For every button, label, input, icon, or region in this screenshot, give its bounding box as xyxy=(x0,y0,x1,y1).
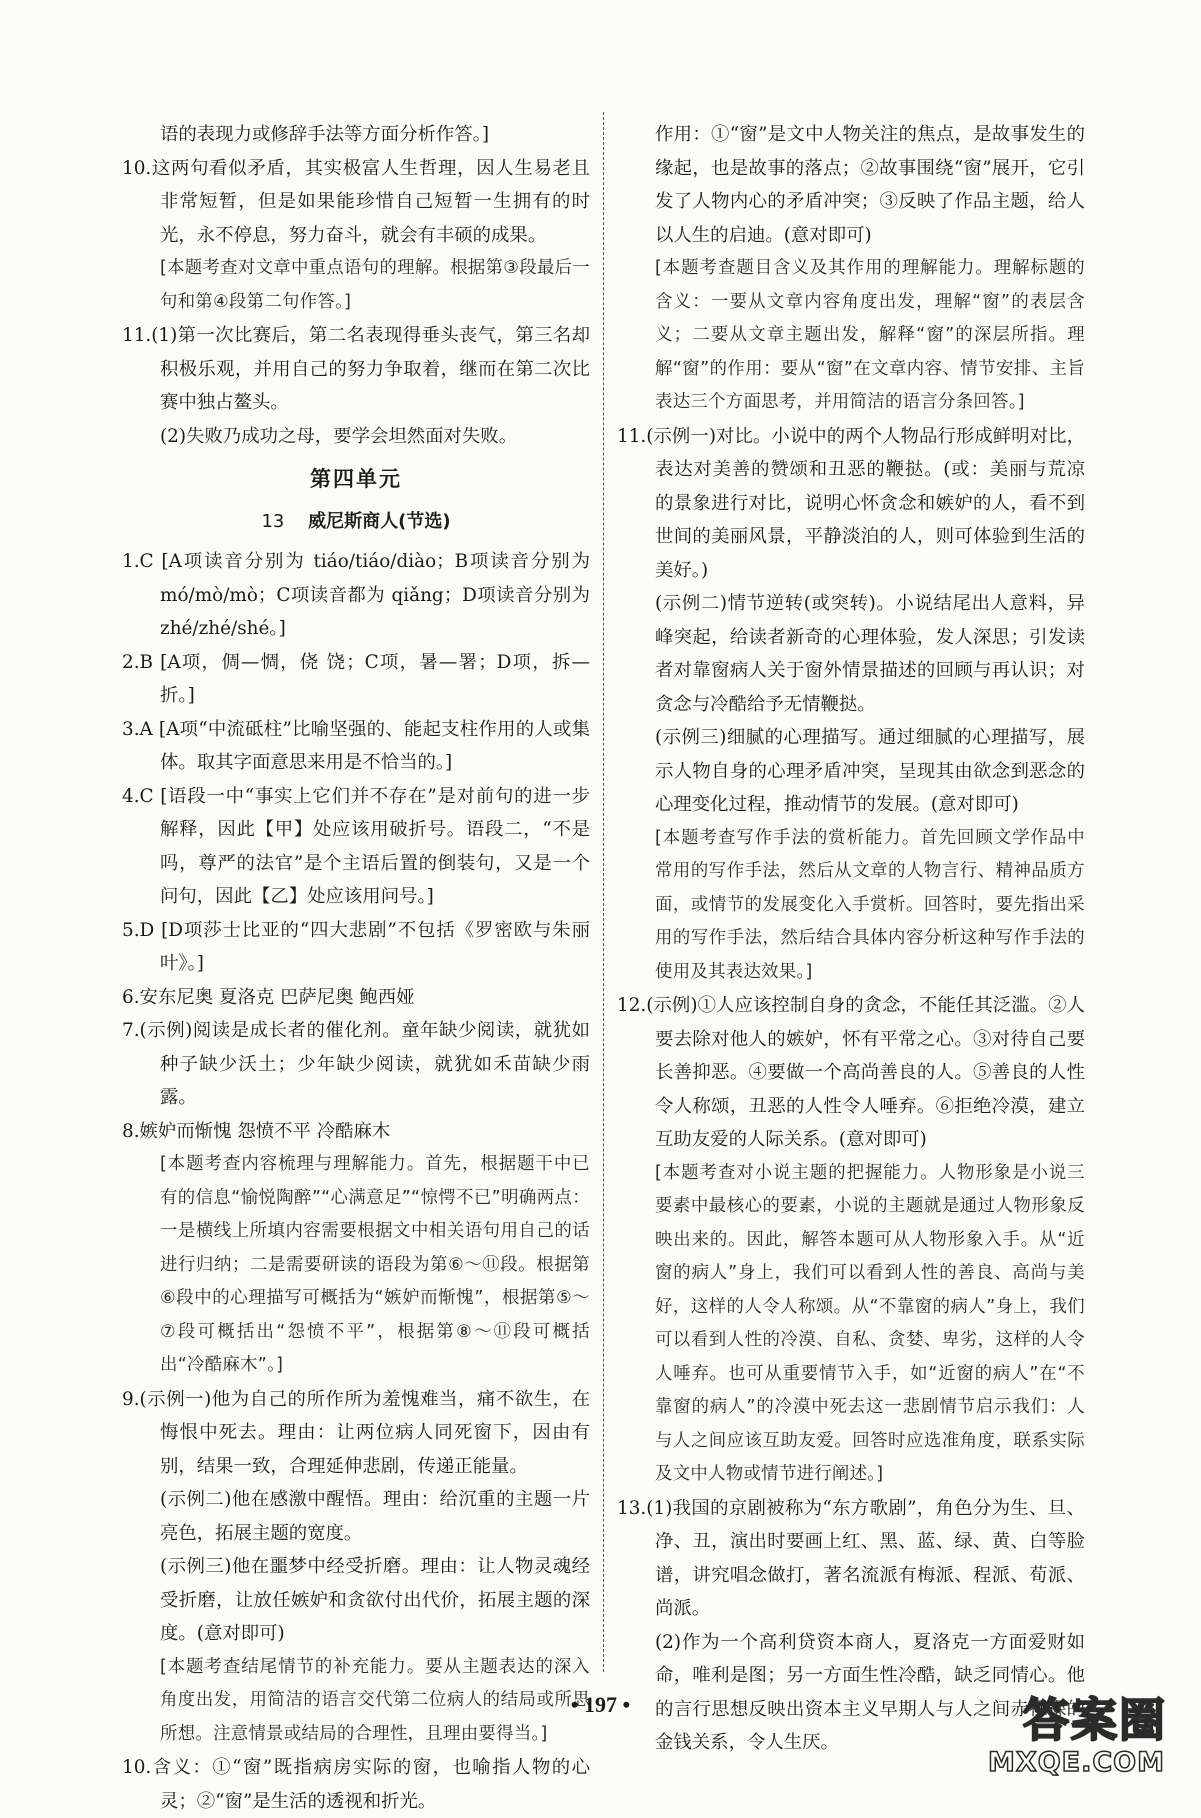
right-q11-3: (示例三)细腻的心理描写。通过细腻的心理描写，展示人物自身的心理矛盾冲突，呈现其由欲念到恶念的心理变化过程，推动情节的发展。(意对即可) xyxy=(655,727,1085,815)
right-q12-note: [本题考查对小说主题的把握能力。人物形象是小说三要素中最核心的要素，小说的主题就是通过人物形象反映出来的。因此，解答本题可从人物形象入手。从“近窗的病人”身上，我们可以看到人性的善良、高尚与美好，这样的人令人称颂。从“不靠窗的病人”身上，我们可以看到人性的冷漠、自私、贪婪、卑劣，这样的人令人唾弃。也可从重要情节入手，如“近窗的病人”在“不靠窗的病人”的冷漠中死去这一悲剧情节启示我们：人与人之间应该互助友爱。回答时应选准角度，联系实际及文中人物或情节进行阐述。] xyxy=(655,1162,1085,1484)
left-column xyxy=(122,118,590,1818)
right-q11-note: [本题考查写作手法的赏析能力。首先回顾文学作品中常用的写作手法，然后从文章的人物言行、精神品质方面，或情节的发展变化入手赏析。回答时，要先指出采用的写作手法，然后结合具体内容分析这种写作手法的使用及其表达效果。] xyxy=(655,827,1085,982)
right-q11-2: (示例二)情节逆转(或突转)。小说结尾出人意料，异峰突起，给读者新奇的心理体验，发人深思；引发读者对靠窗病人关于窗外情景描述的回顾与再认识；对贪念与冷酷给予无情鞭挞。 xyxy=(655,593,1085,715)
right-q13-2: (2)作为一个高利贷资本商人，夏洛克一方面爱财如命，唯利是图；另一方面生性冷酷，缺乏同情心。他的言行思想反映出资本主义早期人与人之间赤裸裸的金钱关系，令人生厌。 xyxy=(655,1631,1085,1753)
left-q5: 5.D [D项莎士比亚的“四大悲剧”不包括《罗密欧与朱丽叶》。] xyxy=(122,919,590,974)
left-q11-2: (2)失败乃成功之母，要学会坦然面对失败。 xyxy=(160,425,518,447)
page-number: • 197 • xyxy=(570,1692,631,1717)
left-q9-3: (示例三)他在噩梦中经受折磨。理由：让人物灵魂经受折磨，让放任嫉妒和贪欲付出代价，拓展主题的深度。(意对即可) xyxy=(160,1556,590,1644)
left-q9-note: [本题考查结尾情节的补充能力。要从主题表达的深入角度出发，用简洁的语言交代第二位病人的结局或所思所想。注意情景或结局的合理性，且理由要得当。] xyxy=(160,1656,590,1744)
left-q10b: 10.含义：①“窗”既指病房实际的窗，也喻指人物的心灵；②“窗”是生活的透视和折光。 xyxy=(122,1757,590,1812)
left-q6: 6.安东尼奥 夏洛克 巴萨尼奥 鲍西娅 xyxy=(122,986,415,1008)
right-q12: 12.(示例)①人应该控制自身的贪念，不能任其泛滥。②人要去除对他人的嫉妒，怀有平常之心。③对待自己要长善抑恶。④要做一个高尚善良的人。⑤善良的人性令人称颂，丑恶的人性令人唾弃。⑥拒绝冷漠，建立互助友爱的人际关系。(意对即可) xyxy=(617,995,1085,1150)
left-q3: 3.A [A项“中流砥柱”比喻坚强的、能起支柱作用的人或集体。取其字面意思来用是不恰当的。] xyxy=(122,718,590,773)
left-q4: 4.C [语段一中“事实上它们并不存在”是对前句的进一步解释，因此【甲】处应该用破折号。语段二，“不是吗，尊严的法官”是个主语后置的倒装句，又是一个问句，因此【乙】处应该用问号。] xyxy=(122,785,590,907)
left-q10-note: [本题考查对文章中重点语句的理解。根据第③段最后一句和第④段第二句作答。] xyxy=(160,258,590,312)
watermark-cn: 答案圈 xyxy=(1023,1693,1167,1747)
watermark-logo xyxy=(988,1684,1173,1780)
left-q1: 1.C [A项读音分别为 tiáo/tiáo/diào；B项读音分别为 mó/mò/mò；C项读音都为 qiǎng；D项读音分别为 zhé/zhé/shé。] xyxy=(122,551,590,639)
right-q10-note: [本题考查题目含义及其作用的理解能力。理解标题的含义：一要从文章内容角度出发，理解“窗”的表层含义；二要从文章主题出发，解释“窗”的深层所指。理解“窗”的作用：要从“窗”在文章内容、情节安排、主旨表达三个方面思考，并用简洁的语言分条回答。] xyxy=(655,258,1085,412)
lesson-number: 13 xyxy=(261,511,285,532)
left-q8-note: [本题考查内容梳理与理解能力。首先，根据题干中已有的信息“愉悦陶醉”“心满意足”“惊愕不已”明确两点：一是横线上所填内容需要根据文中相关语句用自己的话进行归纳；二是需要研读的语段为第⑥～⑪段。根据第⑥段中的心理描写可概括为“嫉妒而惭愧”，根据第⑤～⑦段可概括出“怨愤不平”，根据第⑧～⑪段可概括出“冷酷麻木”。] xyxy=(160,1154,590,1375)
left-q9-1: 9.(示例一)他为自己的所作所为羞愧难当，痛不欲生，在悔恨中死去。理由：让两位病人同死窗下，因由有别，结果一致，合理延伸悲剧，传递正能量。 xyxy=(122,1388,590,1477)
left-p0: 语的表现力或修辞手法等方面分析作答。] xyxy=(160,124,490,145)
unit-title: 第四单元 xyxy=(310,467,402,491)
left-q11-1: 11.(1)第一次比赛后，第二名表现得垂头丧气，第三名却积极乐观，并用自己的努力争取着，继而在第二次比赛中独占鳌头。 xyxy=(122,325,590,413)
lesson-title xyxy=(122,503,590,541)
column-divider xyxy=(603,112,604,1672)
lesson-name: 威尼斯商人(节选) xyxy=(308,511,451,532)
left-q8: 8.嫉妒而惭愧 怨愤不平 冷酷麻木 xyxy=(122,1120,391,1142)
left-q7: 7.(示例)阅读是成长者的催化剂。童年缺少阅读，就犹如种子缺少沃土；少年缺少阅读，就犹如禾苗缺少雨露。 xyxy=(122,1020,590,1108)
right-q10-cont: 作用：①“窗”是文中人物关注的焦点，是故事发生的缘起，也是故事的落点；②故事围绕“窗”展开，它引发了人物内心的矛盾冲突；③反映了作品主题，给人以人生的启迪。(意对即可) xyxy=(655,124,1085,246)
right-column xyxy=(617,118,1085,1760)
right-q11-1: 11.(示例一)对比。小说中的两个人物品行形成鲜明对比，表达对美善的赞颂和丑恶的鞭挞。(或：美丽与荒凉的景象进行对比，说明心怀贪念和嫉妒的人，看不到世间的美丽风景，平静淡泊的人，则可体验到生活的美好。) xyxy=(617,425,1085,581)
left-q2: 2.B [A项，倜—惆，侥 饶；C项，暑—署；D项，拆—折。] xyxy=(122,651,590,706)
right-q13-1: 13.(1)我国的京剧被称为“东方歌剧”，角色分为生、旦、净、丑，演出时要画上红、黑、蓝、绿、黄、白等脸谱，讲究唱念做打，著名流派有梅派、程派、荀派、尚派。 xyxy=(617,1497,1085,1619)
left-q9-2: (示例二)他在感激中醒悟。理由：给沉重的主题一片亮色，拓展主题的宽度。 xyxy=(160,1489,590,1544)
watermark-en: MXQE.COM xyxy=(988,1747,1165,1778)
left-q10: 10.这两句看似矛盾，其实极富人生哲理，因人生易老且非常短暂，但是如果能珍惜自己短暂一生拥有的时光，永不停息，努力奋斗，就会有丰硕的成果。 xyxy=(122,157,590,246)
